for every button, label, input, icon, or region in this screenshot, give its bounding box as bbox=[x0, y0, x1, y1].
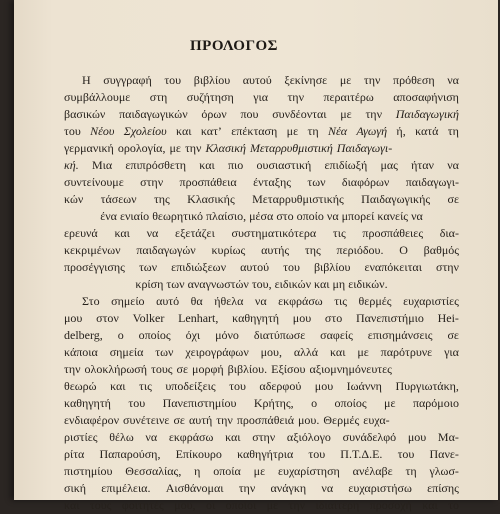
text-line: σική επιμέλεια. Αισθάνομαι την ανάγκη να ευχαριστήσω επίσης bbox=[64, 481, 459, 495]
text-line: πιστημίου Θεσσαλίας, η οποία με ευχαρίστηση ανέλαβε τη γλωσ- bbox=[64, 464, 459, 478]
text-line: την ολοκλήρωσή τους σε μορφή βιβλίου. Εξίσου αξιομνημόνευτες bbox=[64, 362, 392, 376]
text-line: θεωρώ και τις υποδείξεις του αδερφού μου Ιωάννη Πυργιωτάκη, bbox=[64, 379, 459, 393]
text-line: κάποια σημεία των χειρογράφων μου, αλλά και με παρότρυνε για bbox=[64, 345, 459, 359]
text-line: συντείνουμε στην προσπάθεια ένταξης των διαφόρων παιδαγωγι- bbox=[64, 175, 459, 189]
text-line: ένα ενιαίο θεωρητικό πλαίσιο, μέσα στο οποίο να μπορεί κανείς να bbox=[100, 209, 423, 223]
text-line: κή. Μια επιπρόσθετη και πιο ουσιαστική επιδίωξή μας ήταν να bbox=[64, 158, 459, 172]
text-line: ριστίες θέλω να εκφράσω και στην αξιόλογο συνάδελφό μου Μα- bbox=[64, 430, 459, 444]
preface-body bbox=[64, 72, 459, 514]
text-line: κεκριμένων παιδαγωγών κυρίως αυτής της περιόδου. Ο βαθμός bbox=[64, 243, 459, 257]
page-title: ΠΡΟΛΟΓΟΣ bbox=[190, 38, 278, 54]
text-line: καθηγητή του Πανεπιστημίου Κρήτης, ο οποίος με παρόμοιο bbox=[64, 396, 459, 410]
text-line: Η συγγραφή του βιβλίου αυτού ξεκίνησε με την πρόθεση να bbox=[82, 73, 459, 87]
text-line: του Νέου Σχολείου και κατ’ επέκταση με τη Νέα Αγωγή ή, κατά τη bbox=[64, 124, 459, 138]
text-line: Στο σημείο αυτό θα ήθελα να εκφράσω τις θερμές ευχαριστίες bbox=[82, 294, 459, 308]
text-line: ερευνά και να εξετάζει συστηματικότερα τις προσπάθειες δια- bbox=[64, 226, 459, 240]
text-line: συμβάλλουμε στη συζήτηση για την περαιτέρω αποσαφήνιση bbox=[64, 90, 459, 104]
book-page bbox=[14, 0, 498, 512]
text-line: κρίση των αναγνωστών του, ειδικών και μη ειδικών. bbox=[135, 277, 388, 291]
text-line: μου στον Volker Lenhart, καθηγητή μου στο Πανεπιστήμιο Hei- bbox=[64, 311, 459, 325]
text-line: βασικών παιδαγωγικών όρων που συνδέονται με την Παιδαγωγική bbox=[64, 107, 459, 121]
text-line: ρίτα Παπαρούση, Επίκουρο καθηγήτρια του Π.Τ.Δ.Ε. του Πανε- bbox=[64, 447, 459, 461]
text-line: delberg, ο οποίος όχι μόνο διατύπωσε σαφείς επισημάνσεις σε bbox=[64, 328, 459, 342]
text-line: γερμανική ορολογία, με την Κλασική Μεταρρυθμιστική Παιδαγωγι- bbox=[64, 141, 393, 155]
text-line: και τους φοιτητές μου, οι οποίοι με την ιδιαίτερη προσοχή και το bbox=[64, 498, 459, 512]
text-line: προσέγγισης των επιδιώξεων αυτού του βιβλίου εναπόκειται στην bbox=[64, 260, 459, 274]
text-line: κών τάσεων της Κλασικής Μεταρρυθμιστικής Παιδαγωγικής σε bbox=[64, 192, 459, 206]
text-line: ενδιαφέρον συνέτεινε σε αυτή την προσπάθειά μου. Θερμές ευχα- bbox=[64, 413, 390, 427]
